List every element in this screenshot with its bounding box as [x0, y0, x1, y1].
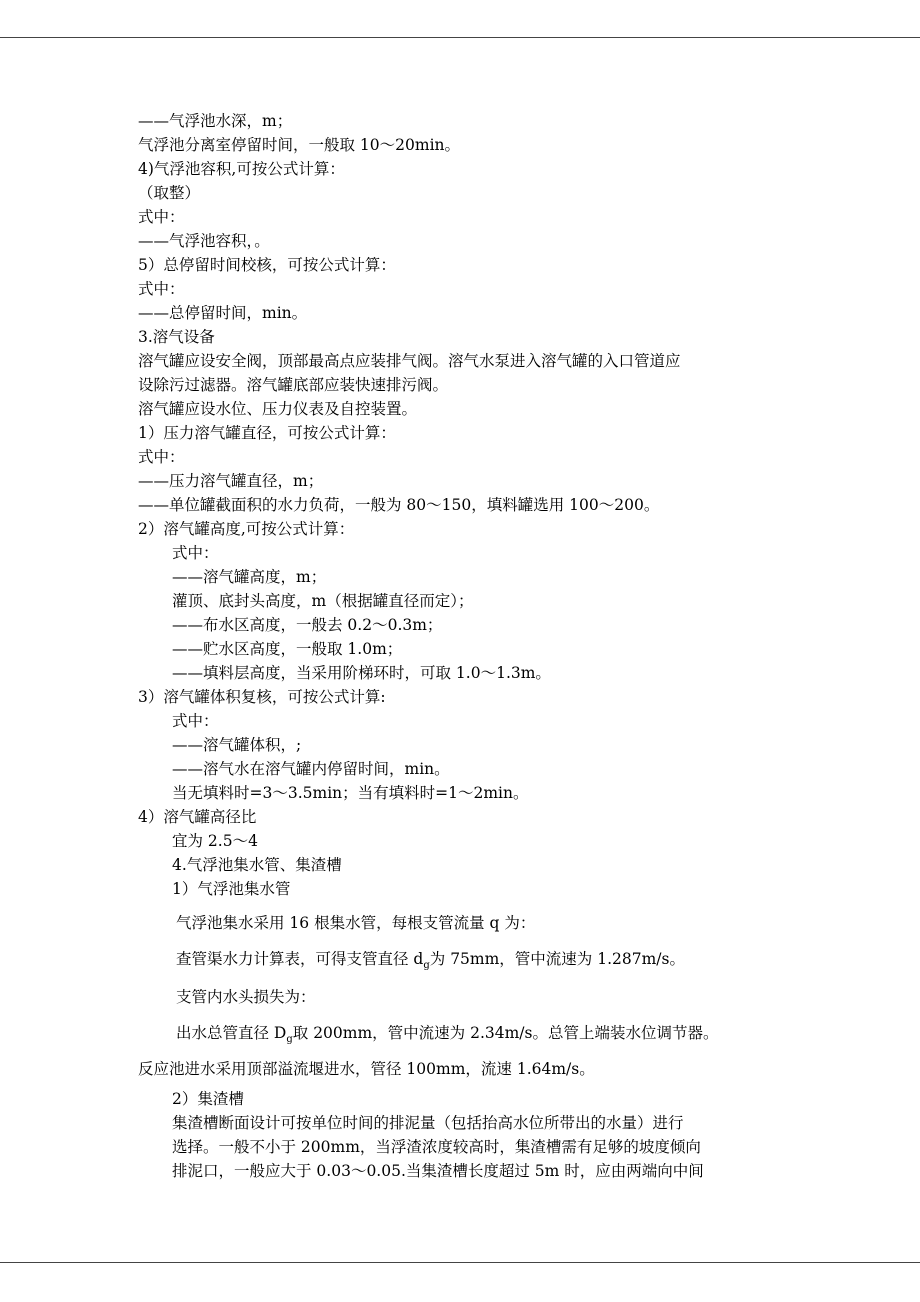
header-rule	[0, 37, 920, 38]
text-line: 查管渠水力计算表，可得支管直径 $d_g$为 75mm，管中流速为 1.287m/s。	[176, 950, 685, 972]
text-line: 1）压力溶气罐直径，可按公式计算：	[138, 424, 396, 442]
text-line: （取整）	[138, 184, 201, 202]
text-line: 选择。一般不小于 200mm，当浮渣浓度较高时，集渣槽需有足够的坡度倾向	[172, 1138, 701, 1156]
text-line: 3）溶气罐体积复核，可按公式计算:	[138, 688, 386, 706]
section-heading: 4.气浮池集水管、集渣槽	[172, 856, 342, 874]
text-line: 设除污过滤器。溶气罐底部应装快速排污阀。	[138, 376, 449, 394]
section-heading: 3.溶气设备	[138, 328, 215, 346]
text-line: 4)气浮池容积,可按公式计算：	[138, 160, 345, 178]
text-line: 宜为 2.5～4	[172, 832, 258, 850]
text-line: ——溶气罐高度，m；	[172, 568, 327, 586]
text-line: ——填料层高度，当采用阶梯环时，可取 1.0～1.3m。	[172, 664, 551, 682]
text-line: 5）总停留时间校核，可按公式计算：	[138, 256, 396, 274]
text-line: 反应池进水采用顶部溢流堰进水，管径 100mm，流速 1.64m/s。	[138, 1060, 595, 1078]
text-line: 2）溶气罐高度,可按公式计算：	[138, 520, 355, 538]
text-line: 排泥口，一般应大于 0.03～0.05.当集渣槽长度超过 5m 时，应由两端向中间	[172, 1162, 704, 1180]
text-line: ——贮水区高度，一般取 1.0m；	[172, 640, 403, 658]
text-line: ——压力溶气罐直径，m；	[138, 472, 324, 490]
text-line: ——溶气水在溶气罐内停留时间，min。	[172, 760, 450, 778]
text-line: 溶气罐应设安全阀，顶部最高点应装排气阀。溶气水泵进入溶气罐的入口管道应	[138, 352, 681, 370]
text-line: 式中：	[138, 280, 185, 298]
text-line: ——气浮池水深，m；	[138, 112, 293, 130]
text-line: ——总停留时间，min。	[138, 304, 308, 322]
text-line: ——布水区高度，一般去 0.2～0.3m；	[172, 616, 443, 634]
text-line: 气浮池集水采用 16 根集水管，每根支管流量 q 为：	[176, 914, 536, 932]
text-line: 式中：	[172, 544, 219, 562]
footer-rule	[0, 1262, 920, 1263]
text-line: 支管内水头损失为：	[176, 988, 316, 1006]
text-line: 灌顶、底封头高度，m（根据罐直径而定）；	[172, 592, 474, 610]
text-line: 4）溶气罐高径比	[138, 808, 257, 826]
text-line: 式中：	[138, 208, 185, 226]
text-line: 2）集渣槽	[172, 1090, 244, 1108]
text-line: 溶气罐应设水位、压力仪表及自控装置。	[138, 400, 418, 418]
text-line: ——溶气罐体积，;	[172, 736, 302, 754]
text-line: 当无填料时=3～3.5min；当有填料时=1～2min。	[172, 784, 529, 802]
text-line: 1）气浮池集水管	[172, 880, 291, 898]
text-line: ——单位罐截面积的水力负荷，一般为 80～150，填料罐选用 100～200。	[138, 496, 660, 514]
text-line: 式中：	[172, 712, 219, 730]
text-line: ——气浮池容积，。	[138, 232, 270, 250]
text-line: 式中：	[138, 448, 185, 466]
text-line: 出水总管直径 $D_g$取 200mm，管中流速为 2.34m/s。总管上端装水位调节器。	[176, 1024, 719, 1046]
text-line: 气浮池分离室停留时间，一般取 10～20min。	[138, 136, 461, 154]
text-line: 集渣槽断面设计可按单位时间的排泥量（包括抬高水位所带出的水量）进行	[172, 1114, 684, 1132]
